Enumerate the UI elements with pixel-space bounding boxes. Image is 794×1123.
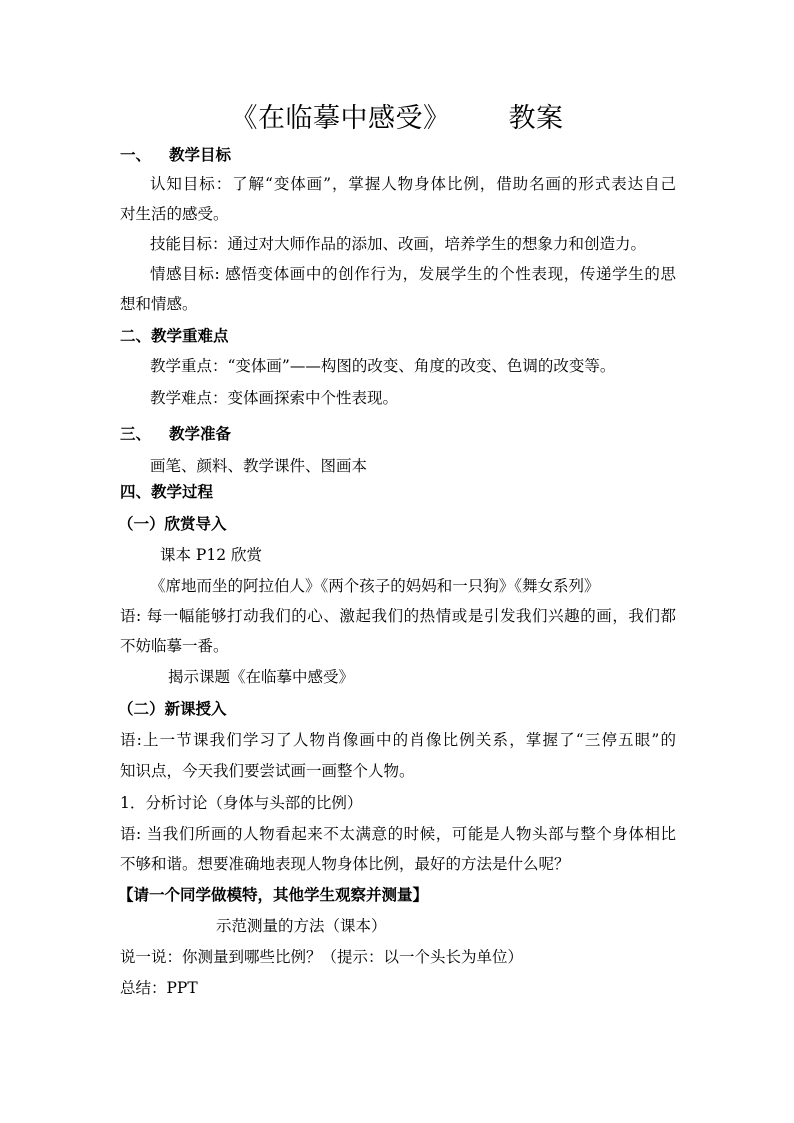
section-3-number: 三、 <box>120 425 152 443</box>
speech-1-line2: 不妨临摹一番。 <box>120 637 229 655</box>
summary: 总结：PPT <box>120 979 198 997</box>
title-suffix: 教案 <box>508 103 564 134</box>
speech-2-line2: 知识点，今天我们要尝试画一画整个人物。 <box>120 762 415 780</box>
goal-emotion-line1: 情感目标: 感悟变体画中的创作行为，发展学生的个性表现，传递学生的思 <box>150 265 676 283</box>
demo-method: 示范测量的方法（课本） <box>216 917 387 935</box>
section-1-heading <box>120 145 231 165</box>
section-3-heading <box>120 424 231 444</box>
goal-emotion-line2: 想和情感。 <box>120 295 198 313</box>
speech-3-line1: 语: 当我们所画的人物看起来不太满意的时候，可能是人物头部与整个身体相比 <box>120 825 676 843</box>
page-title <box>0 96 794 135</box>
item-1-analysis: 1．分析讨论（身体与头部的比例） <box>120 794 363 812</box>
section-2-heading: 二、教学重难点 <box>120 327 229 345</box>
goal-cognitive-line2: 对生活的感受。 <box>120 205 229 223</box>
goal-cognitive-line1: 认知目标：了解“变体画”，掌握人物身体比例，借助名画的形式表达自己 <box>150 175 676 193</box>
textbook-reference: 课本 P12 欣赏 <box>160 546 263 564</box>
section-1-title: 教学目标 <box>169 146 232 164</box>
reveal-topic: 揭示课题《在临摹中感受》 <box>168 668 355 686</box>
artworks-list: 《席地而坐的阿拉伯人》《两个孩子的妈妈和一只狗》《舞女系列》 <box>150 577 600 595</box>
difficult-point: 教学难点：变体画探索中个性表现。 <box>150 389 399 407</box>
speech-3-line2: 不够和谐。想要准确地表现人物身体比例，最好的方法是什么呢？ <box>120 855 570 873</box>
key-point: 教学重点：“变体画”——构图的改变、角度的改变、色调的改变等。 <box>150 357 616 375</box>
discuss-prompt: 说一说：你测量到哪些比例？（提示：以一个头长为单位） <box>120 948 524 966</box>
subsection-1-heading: （一）欣赏导入 <box>118 515 227 533</box>
speech-1-line1: 语: 每一幅能够打动我们的心、激起我们的热情或是引发我们兴趣的画，我们都 <box>120 607 676 625</box>
activity-note: 【请一个同学做模特，其他学生观察并测量】 <box>118 886 429 904</box>
goal-skill: 技能目标：通过对大师作品的添加、改画，培养学生的想象力和创造力。 <box>150 235 647 253</box>
section-1-number: 一、 <box>120 146 152 164</box>
section-4-heading: 四、教学过程 <box>120 483 214 501</box>
section-3-title: 教学准备 <box>169 425 232 443</box>
speech-2-line1: 语:上一节课我们学习了人物肖像画中的肖像比例关系，掌握了“三停五眼”的 <box>120 731 676 749</box>
materials: 画笔、颜料、教学课件、图画本 <box>150 457 368 475</box>
title-main: 《在临摹中感受》 <box>230 103 451 134</box>
subsection-2-heading: （二）新课授入 <box>118 700 227 718</box>
